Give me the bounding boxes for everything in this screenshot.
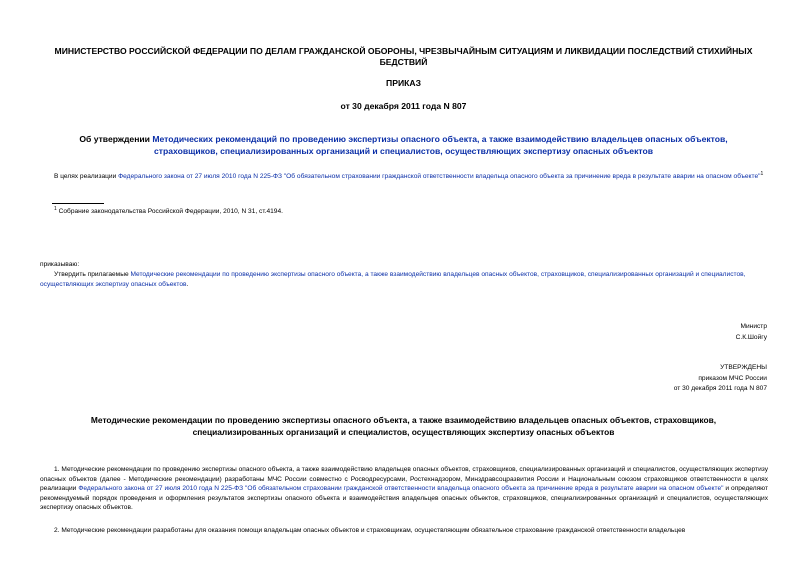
footnote-mark: 1: [54, 205, 57, 212]
appendix-paragraph-1: [40, 465, 768, 513]
approve-paragraph: [40, 270, 768, 289]
approve-prefix: Утвердить прилагаемые: [54, 271, 131, 278]
methodical-recommendations-link[interactable]: Методические рекомендации по проведению экспертизы опасного объекта, а также взаимодействию владельцев опасных объектов, страховщиков, специализированных организаций и специалистов, осуществляющих экспертизу опасных объектов: [40, 271, 746, 288]
document-title: [50, 133, 757, 157]
signature-position: Министр: [740, 323, 767, 330]
title-prefix: Об утверждении: [79, 134, 153, 144]
title-link[interactable]: Методических рекомендаций по проведению экспертизы опасного объекта, а также взаимодействию владельцев опасных объектов, страховщиков, специализированных организаций и специалистов, осуществляющих экспертизу опасных объектов: [152, 134, 728, 156]
order-verb: приказываю:: [40, 261, 80, 268]
approval-stamp: [674, 363, 767, 395]
footnote-text: Собрание законодательства Российской Федерации, 2010, N 31, ст.4194.: [56, 208, 283, 215]
p1-federal-law-link[interactable]: Федерального закона от 27 июля 2010 года N 225-ФЗ "Об обязательном страховании гражданской ответственности владельца опасного объекта за причинение вреда в результате аварии на опасном объекте": [78, 485, 724, 492]
approval-line-1: УТВЕРЖДЕНЫ: [720, 364, 767, 371]
approval-line-2: приказом МЧС России: [698, 374, 767, 382]
federal-law-link[interactable]: Федерального закона от 27 июля 2010 года N 225-ФЗ "Об обязательном страховании гражданской ответственности владельца опасного объекта за причинение вреда в результате аварии на опасном объекте": [118, 173, 761, 180]
footnote: [54, 207, 754, 217]
order-label: ПРИКАЗ: [386, 78, 421, 88]
order-date: от 30 декабря 2011 года N 807: [340, 101, 467, 111]
preamble-paragraph: [40, 172, 768, 182]
signature-block: [736, 322, 767, 343]
preamble-prefix: В целях реализации: [54, 173, 119, 180]
p1-suffix: и определяют рекомендуемый порядок проведения и оформления результатов экспертизы опасного объекта и взаимодействия владельцев опасных объектов, страховщиков, специализированных организаций и специалистов, осуществляющих экспертизу опасных объектов.: [40, 485, 768, 511]
signature-name: С.К.Шойгу: [735, 333, 767, 341]
footnote-divider: [52, 203, 104, 204]
approve-suffix: .: [186, 280, 189, 288]
ministry-heading: МИНИСТЕРСТВО РОССИЙСКОЙ ФЕДЕРАЦИИ ПО ДЕЛАМ ГРАЖДАНСКОЙ ОБОРОНЫ, ЧРЕЗВЫЧАЙНЫМ СИТУАЦИЯМ И ЛИКВИДАЦИИ ПОСЛЕДСТВИЙ СТИХИЙНЫХ БЕДСТВИЙ: [54, 46, 753, 67]
appendix-title: Методические рекомендации по проведению экспертизы опасного объекта, а также взаимодействию владельцев опасных объектов, страховщиков, специализированных организаций и специалистов, осуществляющих экспертизу опасных объектов: [90, 415, 717, 437]
p1-prefix: 1. Методические рекомендации по проведению экспертизы опасного объекта, а также взаимодействию владельцев опасных объектов, страховщиков, специализированных организаций и специалистов, осуществляющих экспертизу опасных объектов (далее - Методические рекомендации) разработаны МЧС России совместно с Росводресурсами, Ростехнадзором, Минздравсоцразвития России и Национальным союзом страховщиков ответственности в целях реализации: [40, 466, 768, 492]
appendix-paragraph-2: 2. Методические рекомендации разработаны для оказания помощи владельцам опасных объектов и страховщикам, осуществляющим обязательное страхование гражданской ответственности владельцев: [54, 527, 686, 534]
footnote-reference[interactable]: 1: [760, 170, 764, 177]
approval-line-3: от 30 декабря 2011 года N 807: [673, 385, 767, 392]
